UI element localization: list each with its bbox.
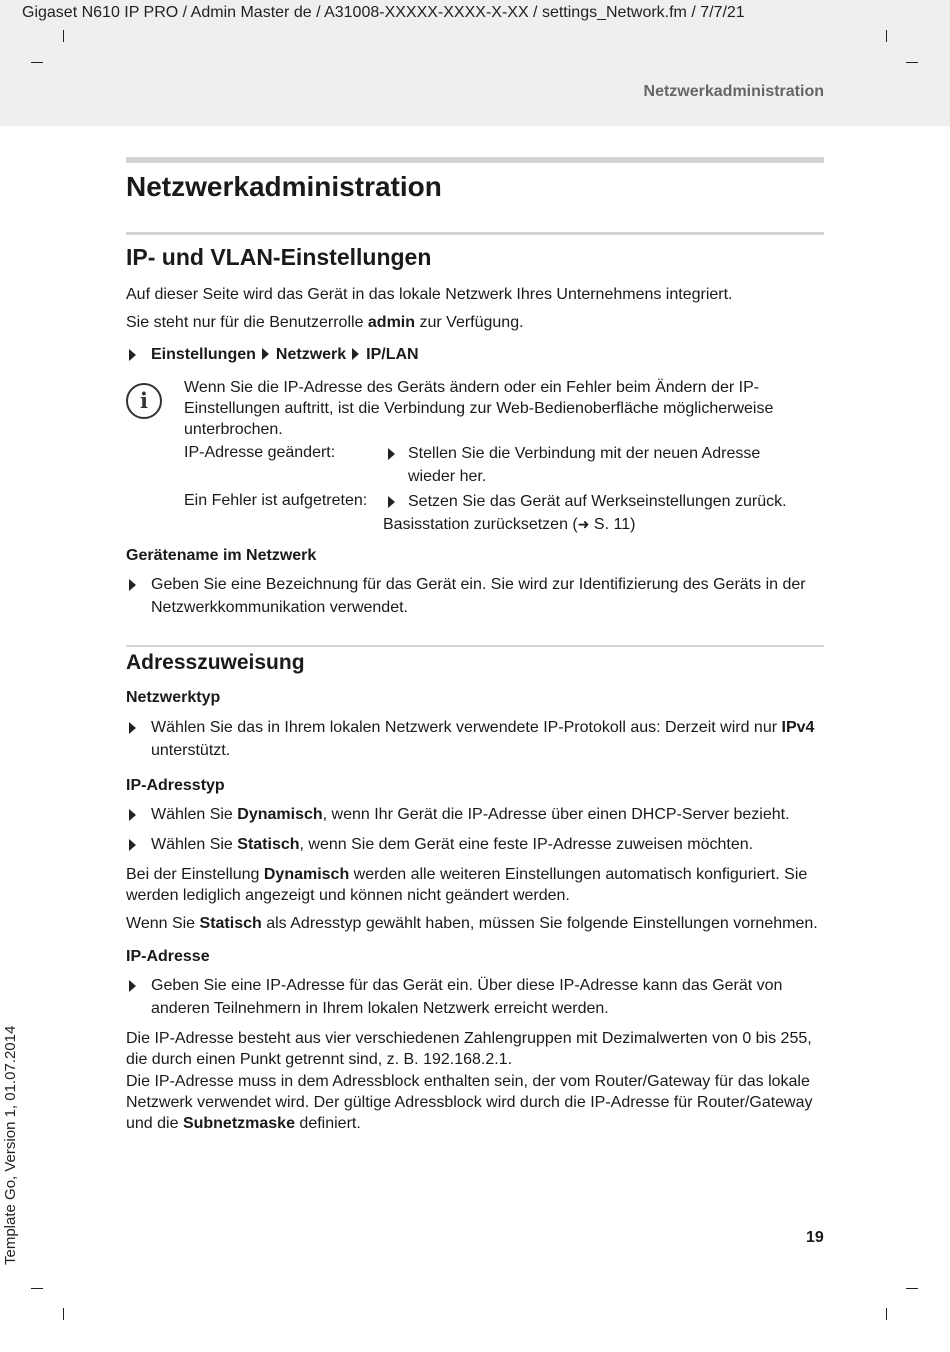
section-rule: [126, 645, 824, 647]
ip-block-paragraph: Die IP-Adresse muss in dem Adressblock enthalten sein, der vom Router/Gateway für das lokale Netzwerk verwendet wird. Der gültige Adressblock wird durch die IP-Adresse für Router/Gateway und die Subnetzmaske definiert.: [126, 1073, 813, 1132]
step-arrow-icon: [129, 579, 136, 591]
section-title-address: Adresszuweisung: [126, 651, 305, 674]
reference-arrow-icon: ➜: [577, 517, 590, 533]
info-icon: i: [126, 383, 162, 419]
page-header: [0, 0, 950, 126]
step-arrow-icon: [129, 839, 136, 851]
static-paragraph: Wenn Sie Statisch als Adresstyp gewählt haben, müssen Sie folgende Einstellungen vornehmen.: [126, 915, 818, 932]
device-name-heading: Gerätename im Netzwerk: [126, 547, 317, 564]
address-type-heading: IP-Adresstyp: [126, 777, 225, 794]
breadcrumb-item: Einstellungen: [151, 346, 256, 363]
crop-mark: [63, 30, 64, 42]
title-rule: [126, 157, 824, 163]
step-arrow-icon: [129, 349, 136, 361]
crop-mark: [63, 1308, 64, 1320]
page-title: Netzwerkadministration: [126, 171, 442, 202]
section-title-ip-vlan: IP- und VLAN-Einstellungen: [126, 244, 432, 270]
network-type-heading: Netzwerktyp: [126, 689, 221, 706]
crop-mark: [31, 62, 43, 63]
crop-mark: [886, 1308, 887, 1320]
role-paragraph: Sie steht nur für die Benutzerrolle admin zur Verfügung.: [126, 314, 524, 331]
step-arrow-icon: [388, 496, 395, 508]
ip-address-heading: IP-Adresse: [126, 948, 210, 965]
crop-mark: [906, 1288, 918, 1289]
document-path: Gigaset N610 IP PRO / Admin Master de / A31008-XXXXX-XXXX-X-XX / settings_Network.fm / 7/7/21: [22, 4, 745, 21]
crop-mark: [906, 62, 918, 63]
step-arrow-icon: [129, 809, 136, 821]
cross-reference: Basisstation zurücksetzen (➜ S. 11): [383, 516, 636, 533]
crop-mark: [31, 1288, 43, 1289]
note-row-label: IP-Adresse geändert:: [184, 444, 336, 461]
step-arrow-icon: [129, 722, 136, 734]
step-arrow-icon: [129, 980, 136, 992]
section-rule: [126, 232, 824, 235]
info-note: Wenn Sie die IP-Adresse des Geräts ändern oder ein Fehler beim Ändern der IP-Einstellungen auftritt, ist die Verbindung zur Web-Bedienoberfläche möglicherweise unterbrochen.: [184, 379, 774, 438]
running-head: Netzwerkadministration: [643, 83, 824, 100]
breadcrumb-arrow-icon: [352, 348, 359, 360]
crop-mark: [886, 30, 887, 42]
dynamic-paragraph: Bei der Einstellung Dynamisch werden alle weiteren Einstellungen automatisch konfiguriert. Sie werden lediglich angezeigt und können nicht geändert werden.: [126, 866, 808, 904]
breadcrumb-arrow-icon: [262, 348, 269, 360]
ip-format-paragraph: Die IP-Adresse besteht aus vier verschiedenen Zahlengruppen mit Dezimalwerten von 0 bis 255, die durch einen Punkt getrennt sind, z. B. 192.168.2.1.: [126, 1030, 812, 1068]
intro-paragraph: Auf dieser Seite wird das Gerät in das lokale Netzwerk Ihres Unternehmens integriert.: [126, 286, 733, 303]
template-version-label: Template Go, Version 1, 01.07.2014: [2, 1025, 19, 1265]
step-arrow-icon: [388, 448, 395, 460]
page-number: 19: [806, 1229, 824, 1246]
breadcrumb-item: Netzwerk: [275, 346, 347, 363]
breadcrumb-item: IP/LAN: [366, 346, 419, 363]
note-row-label: Ein Fehler ist aufgetreten:: [184, 492, 368, 509]
role-name: admin: [367, 314, 416, 331]
